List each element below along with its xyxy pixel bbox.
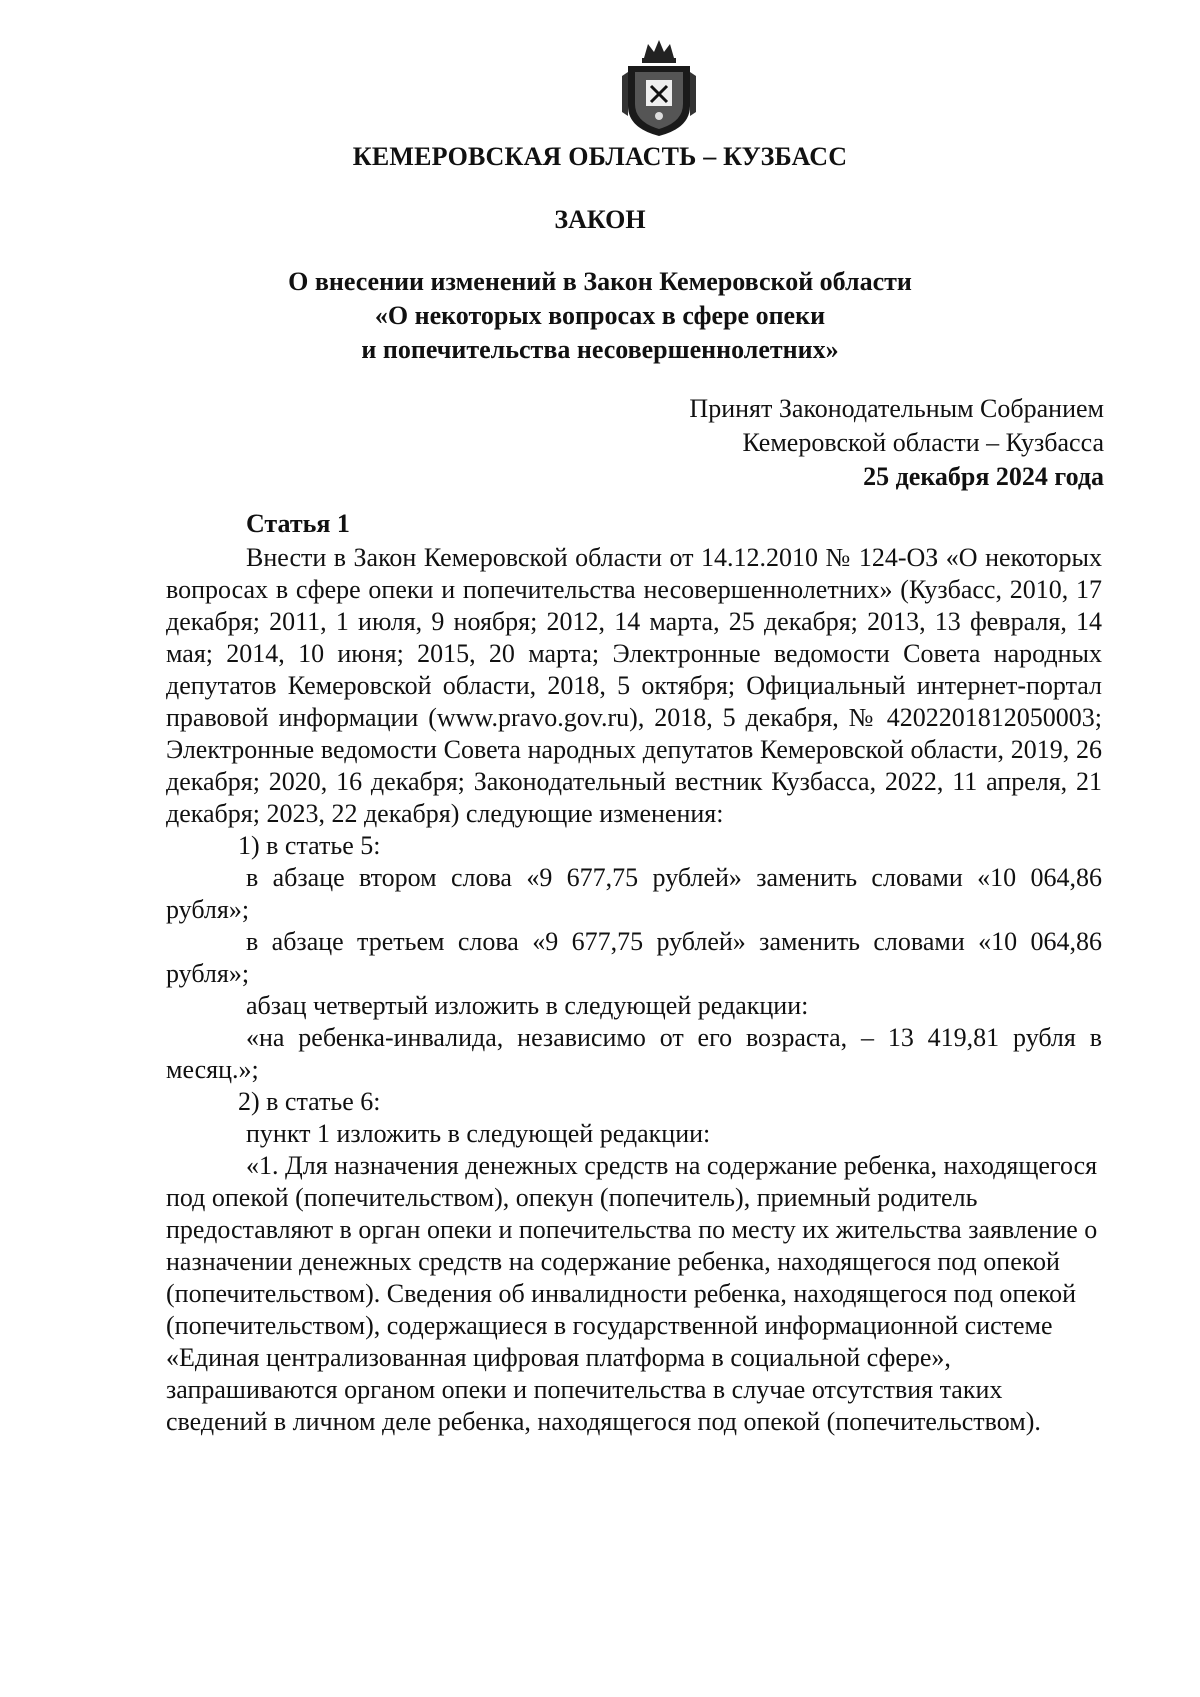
- article-paragraph: пункт 1 изложить в следующей редакции:: [246, 1119, 711, 1148]
- article-paragraph: в абзаце втором слова «9 677,75 рублей» заменить словами «10 064,86 рубля»;: [166, 863, 1102, 924]
- law-title-line: и попечительства несовершеннолетних»: [361, 335, 839, 364]
- article-paragraph: в абзаце третьем слова «9 677,75 рублей» заменить словами «10 064,86 рубля»;: [166, 927, 1102, 988]
- article-paragraph: абзац четвертый изложить в следующей редакции:: [246, 991, 809, 1020]
- article-paragraph: 2) в статье 6:: [238, 1087, 381, 1116]
- adoption-date: 25 декабря 2024 года: [863, 462, 1104, 491]
- article-paragraph: Внести в Закон Кемеровской области от 14.12.2010 № 124-ОЗ «О некоторых вопросах в сфере опеки и попечительства несовершеннолетних» (Кузбасс, 2010, 17 декабря; 2011, 1 июля, 9 ноября; 2012, 14 марта, 25 декабря; 2013, 13 февраля, 14 мая; 2014, 10 июня; 2015, 20 марта; Электронные ведомости Совета народных депутатов Кемеровской области, 2018, 5 октября; Официальный интернет-портал правовой информации (www.pravo.gov.ru), 2018, 5 декабря, № 4202201812050003; Электронные ведомости Совета народных депутатов Кемеровской области, 2019, 26 декабря; 2020, 16 декабря; Законодательный вестник Кузбасса, 2022, 11 апреля, 21 декабря; 2023, 22 декабря) следующие изменения:: [166, 543, 1102, 828]
- adoption-block: [689, 392, 1104, 494]
- article-paragraph: «на ребенка-инвалида, независимо от его возраста, – 13 419,81 рубля в месяц.»;: [166, 1023, 1102, 1084]
- adopted-by-line: Принят Законодательным Собранием: [689, 394, 1104, 423]
- law-title: [0, 265, 1200, 367]
- law-title-line: «О некоторых вопросах в сфере опеки: [374, 301, 826, 330]
- article-heading: Статья 1: [246, 509, 350, 538]
- article-paragraph: 1) в статье 5:: [238, 831, 381, 860]
- coat-of-arms-icon: [618, 36, 700, 140]
- region-name: КЕМЕРОВСКАЯ ОБЛАСТЬ – КУЗБАСС: [352, 142, 848, 171]
- adopted-by-line: Кемеровской области – Кузбасса: [742, 428, 1104, 457]
- document-type: ЗАКОН: [554, 205, 646, 234]
- article-paragraph: «1. Для назначения денежных средств на содержание ребенка, находящегося под опекой (попечительством), опекун (попечитель), приемный родитель предоставляют в орган опеки и попечительства по месту их жительства заявление о назначении денежных средств на содержание ребенка, находящегося под опекой (попечительством). Сведения об инвалидности ребенка, находящегося под опекой (попечительством), содержащиеся в государственной информационной системе «Единая централизованная цифровая платформа в социальной сфере», запрашиваются органом опеки и попечительства в случае отсутствия таких сведений в личном деле ребенка, находящегося под опекой (попечительством).: [166, 1151, 1098, 1436]
- article-body: [166, 508, 1102, 1438]
- law-title-line: О внесении изменений в Закон Кемеровской области: [288, 267, 912, 296]
